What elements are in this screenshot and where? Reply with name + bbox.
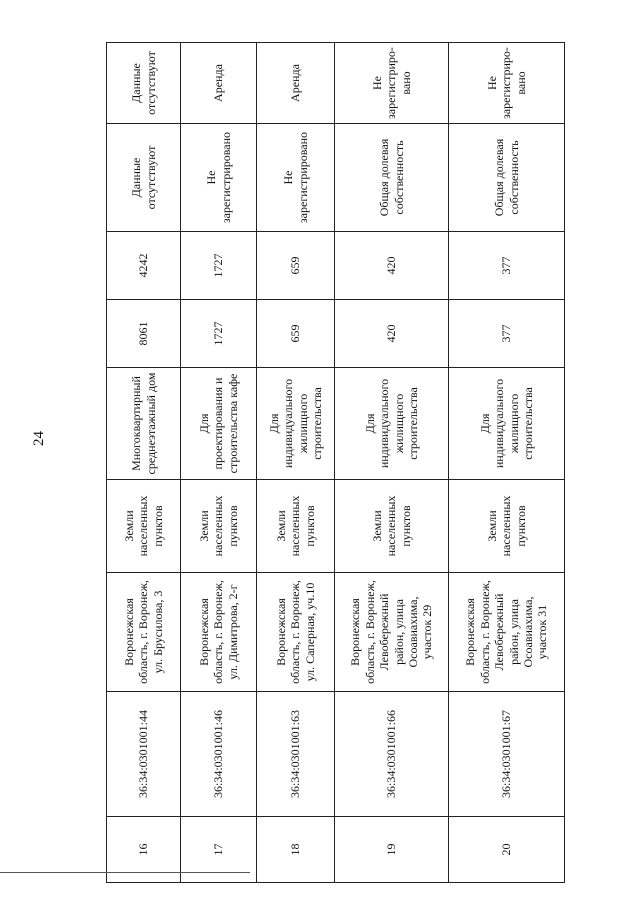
rotated-table-container	[106, 43, 564, 883]
ownership-type: Не зарегистрировано	[181, 124, 257, 232]
permitted-use: Для проектирования и строительства кафе	[181, 368, 257, 480]
area-value-2: 420	[335, 232, 449, 300]
permitted-use: Для индивидуального жилищного строительства	[257, 368, 335, 480]
page-number: 24	[31, 431, 47, 446]
area-value-2: 4242	[107, 232, 181, 300]
table-row	[335, 43, 449, 883]
table-row	[181, 43, 257, 883]
cadastral-number: 36:34:0301001:66	[335, 692, 449, 817]
encumbrance: Данные отсутствуют	[107, 43, 181, 124]
land-register-table	[106, 42, 565, 883]
land-category: Земли населенных пунктов	[335, 480, 449, 573]
encumbrance: Аренда	[257, 43, 335, 124]
area-value: 659	[257, 300, 335, 368]
row-number: 17	[181, 817, 257, 883]
row-number: 19	[335, 817, 449, 883]
cadastral-number: 36:34:0301001:44	[107, 692, 181, 817]
table-row	[257, 43, 335, 883]
land-category: Земли населенных пунктов	[449, 480, 565, 573]
encumbrance: Аренда	[181, 43, 257, 124]
row-number: 18	[257, 817, 335, 883]
encumbrance: Не зарегистриро-вано	[449, 43, 565, 124]
address: Воронежская область, г. Воронеж, Левобережный район, улица Осоавиахима, участок 31	[449, 573, 565, 692]
ownership-type: Общая долевая собственность	[449, 124, 565, 232]
address: Воронежская область, г. Воронеж, ул. Брусилова, 3	[107, 573, 181, 692]
area-value: 1727	[181, 300, 257, 368]
cadastral-number: 36:34:0301001:46	[181, 692, 257, 817]
row-number: 20	[449, 817, 565, 883]
cadastral-number: 36:34:0301001:67	[449, 692, 565, 817]
area-value: 8061	[107, 300, 181, 368]
address: Воронежская область, г. Воронеж, ул. Димитрова, 2-г	[181, 573, 257, 692]
row-number: 16	[107, 817, 181, 883]
area-value-2: 659	[257, 232, 335, 300]
ownership-type: Не зарегистрировано	[257, 124, 335, 232]
area-value-2: 1727	[181, 232, 257, 300]
table-row	[449, 43, 565, 883]
area-value: 377	[449, 300, 565, 368]
area-value: 420	[335, 300, 449, 368]
land-category: Земли населенных пунктов	[107, 480, 181, 573]
permitted-use: Для индивидуального жилищного строительства	[335, 368, 449, 480]
encumbrance: Не зарегистриро-вано	[335, 43, 449, 124]
ownership-type: Данные отсутствуют	[107, 124, 181, 232]
address: Воронежская область, г. Воронеж, ул. Саперная, уч.10	[257, 573, 335, 692]
land-category: Земли населенных пунктов	[181, 480, 257, 573]
land-category: Земли населенных пунктов	[257, 480, 335, 573]
area-value-2: 377	[449, 232, 565, 300]
permitted-use: Многоквартирный среднеэтажный дом	[107, 368, 181, 480]
table-row	[107, 43, 181, 883]
cadastral-number: 36:34:0301001:63	[257, 692, 335, 817]
address: Воронежская область, г. Воронеж, Левобережный район, улица Осоавиахима, участок 29	[335, 573, 449, 692]
footer-rule	[0, 872, 250, 873]
permitted-use: Для индивидуального жилищного строительства	[449, 368, 565, 480]
ownership-type: Общая долевая собственность	[335, 124, 449, 232]
